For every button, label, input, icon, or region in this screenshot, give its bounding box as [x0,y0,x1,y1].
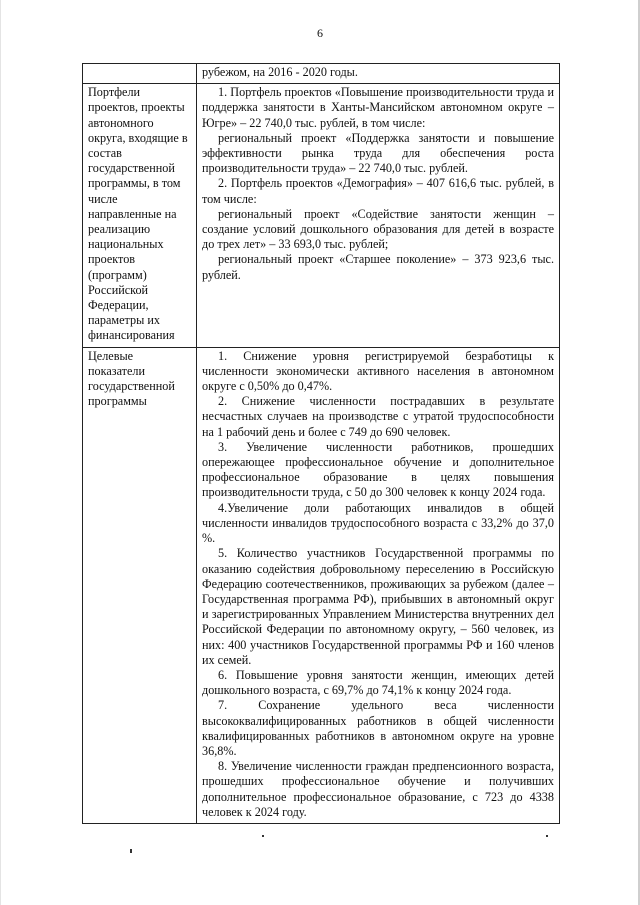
content-paragraph: 8. Увеличение численности граждан предпенсионного возраста, прошедших профессиональное обучение и получивших дополнительное профессиональное образование, с 723 до 4338 человек к 2024 году. [202,759,554,819]
content-paragraph: региональный проект «Старшее поколение» – 373 923,6 тыс. рублей. [202,252,554,282]
program-passport-table [82,63,560,824]
content-paragraph: 6. Повышение уровня занятости женщин, имеющих детей дошкольного возраста, с 69,7% до 74,1% к концу 2024 года. [202,667,554,698]
table-body [83,64,560,824]
row-label [83,64,197,84]
row-content [197,64,560,84]
content-paragraph: 1. Снижение уровня регистрируемой безработицы к численности экономически активного населения в автономном округе с 0,50% до 0,47%. [202,348,554,394]
content-paragraph: 2. Портфель проектов «Демография» – 407 616,6 тыс. рублей, в том числе: [202,176,554,206]
table-row-target-indicators [83,347,560,823]
row-content [197,84,560,347]
scan-speck [546,835,548,837]
content-paragraph: рубежом, на 2016 - 2020 годы. [202,65,358,79]
page-number: 6 [317,26,323,40]
content-paragraph: 1. Портфель проектов «Повышение производительности труда и поддержка занятости в Ханты-Мансийском автономном округе – Югре» – 22 740,0 тыс. рублей, в том числе: [202,85,554,130]
content-paragraph: 5. Количество участников Государственной программы по оказанию содействия добровольному переселению в Российскую Федерацию соотечественников, проживающих за рубежом (далее – Государственная программа РФ), прибывших в автономный округ и зарегистрированных Управлением Министерства внутренних дел Российской Федерации по автономному округу, – 560 человек, из них: 400 участников Государственной программы РФ и 160 членов их семей. [202,546,554,667]
scan-edge-left [0,0,1,905]
content-paragraph: 3. Увеличение численности работников, прошедших опережающее профессиональное обучение и дополнительное профессиональное образование в целях повышения производительности труда, с 50 до 300 человек к концу 2024 года. [202,439,554,500]
row-label: Целевые показатели государственной программы [83,347,197,823]
content-paragraph: 2. Снижение численности пострадавших в результате несчастных случаев на производстве с утратой трудоспособности на 1 рабочий день и более с 749 до 690 человек. [202,394,554,439]
content-paragraph: региональный проект «Поддержка занятости и повышение эффективности рынка труда для обеспечения роста производительности труда» – 22 740,0 тыс. рублей. [202,130,554,176]
content-paragraph: региональный проект «Содействие занятости женщин – создание условий дошкольного образования для детей в возрасте до трех лет» – 33 693,0 тыс. рублей; [202,206,554,252]
content-paragraph: 4.Увеличение доли работающих инвалидов в общей численности инвалидов трудоспособного возраста с 33,2% до 37,0 %. [202,500,554,546]
table-row-continuation [83,64,560,84]
table-row-project-portfolios [83,84,560,347]
content-paragraph: 7. Сохранение удельного веса численности высококвалифицированных работников в общей численности квалифицированных работников в автономном округе на уровне 36,8%. [202,698,554,758]
scan-speck [130,849,132,853]
scan-speck [262,835,264,837]
row-label: Портфели проектов, проекты автономного округа, входящие в состав государственной программы, в том числе направленные на реализацию национальных проектов (программ) Российской Федерации, параметры их финансирования [83,84,197,347]
row-content [197,347,560,823]
